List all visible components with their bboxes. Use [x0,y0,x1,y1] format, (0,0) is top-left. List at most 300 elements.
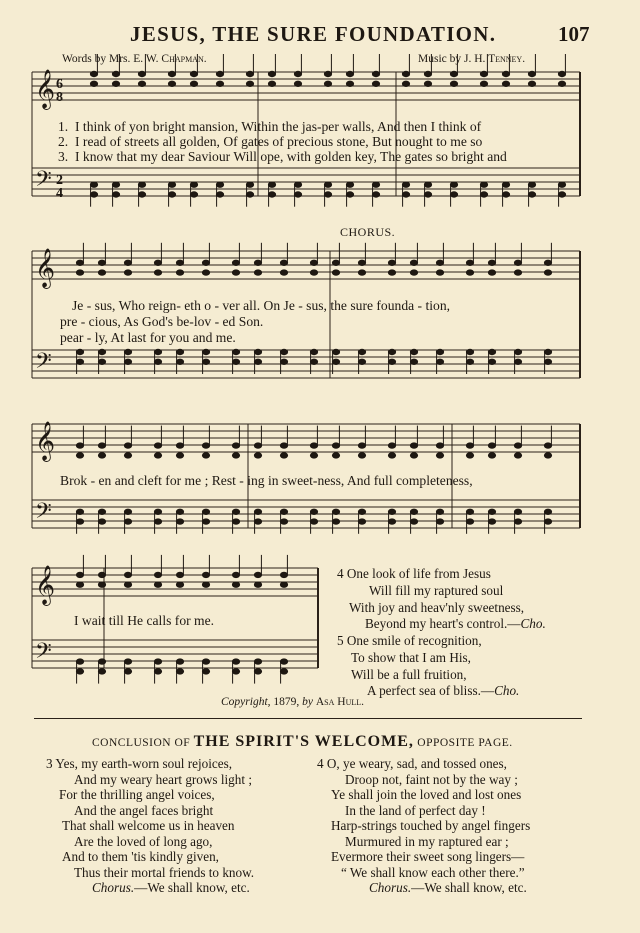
page-number: 107 [558,22,590,46]
verse-3-line [58,149,507,165]
notehead [76,443,83,448]
notehead [254,270,261,275]
notehead [388,453,395,458]
notehead [388,359,395,364]
verse-2-number: 2. [58,134,69,149]
notehead [502,71,509,76]
notehead [232,270,239,275]
notehead [450,182,457,187]
notehead [558,81,565,86]
notehead [280,270,287,275]
notehead [402,81,409,86]
stanza-5-line-1: One smile of recognition, [346,633,482,648]
notehead [332,260,339,265]
bottom-stanza-4-line-1: O, ye weary, sad, and tossed ones, [326,756,507,771]
notehead [154,359,161,364]
notehead [358,443,365,448]
notehead [112,81,119,86]
bottom-stanza-3-line-6: Are the loved of long ago, [74,833,213,849]
notehead [544,443,551,448]
notehead [514,453,521,458]
notehead [528,71,535,76]
notehead [202,519,209,524]
notehead [450,192,457,197]
verse-3-text: I know that my dear Saviour Will ope, with golden key, The gates so bright and [75,149,507,164]
notehead [514,349,521,354]
notehead [480,71,487,76]
verse-2-text: I read of streets all golden, Of gates of precious stone, But nought to me so [75,134,483,149]
notehead [202,453,209,458]
notehead [544,260,551,265]
notehead [124,509,131,514]
notehead [280,443,287,448]
notehead [514,519,521,524]
bottom-stanza-3-chorus-rest: —We shall know, etc. [134,880,250,895]
notehead [202,659,209,664]
notehead [154,509,161,514]
system2-lyric-2: pre - cious, As God's be-lov - ed Son. [60,314,264,329]
notehead [388,349,395,354]
time-signature-digit: 4 [56,186,63,201]
notehead [76,260,83,265]
verse-1-text: I think of yon bright mansion, Within the jas-per walls, And then I think of [75,119,482,134]
section-divider [34,718,582,719]
bottom-stanza-4-line-7: Evermore their sweet song lingers— [331,849,525,864]
notehead [466,359,473,364]
notehead [410,443,417,448]
notehead [388,519,395,524]
notehead [176,659,183,664]
bottom-stanza-4-chorus-rest: —We shall know, etc. [411,880,527,895]
notehead [124,659,131,664]
notehead [294,71,301,76]
bottom-stanza-4 [317,756,530,896]
notehead [112,182,119,187]
notehead [558,192,565,197]
notehead [176,443,183,448]
notehead [154,453,161,458]
notehead [280,669,287,674]
notehead [388,509,395,514]
notehead [436,519,443,524]
notehead [76,582,83,587]
notehead [358,349,365,354]
notehead [232,443,239,448]
notehead [466,443,473,448]
notehead [544,509,551,514]
notehead [138,182,145,187]
notehead [168,192,175,197]
notehead [324,182,331,187]
notehead [98,659,105,664]
bottom-stanza-3-line-2: And my weary heart grows light ; [74,771,252,787]
stanza-5 [337,633,519,700]
bottom-stanza-3 [46,756,254,896]
notehead [280,509,287,514]
notehead [294,192,301,197]
notehead [232,519,239,524]
notehead [280,582,287,587]
notehead [488,359,495,364]
notehead [176,453,183,458]
notehead [280,260,287,265]
notehead [280,572,287,577]
notehead [544,519,551,524]
notehead [202,582,209,587]
notehead [324,71,331,76]
notehead [124,443,131,448]
notehead [310,260,317,265]
verse-1-number: 1. [58,119,69,134]
notehead [332,359,339,364]
notehead [232,659,239,664]
notehead [410,509,417,514]
notehead [202,509,209,514]
notehead [410,270,417,275]
notehead [268,71,275,76]
notehead [246,81,253,86]
notehead [154,349,161,354]
music-credit-prefix: Music by [418,53,462,65]
notehead [480,81,487,86]
notehead [202,349,209,354]
notehead [98,349,105,354]
treble-clef-icon: 𝄞 [35,565,56,605]
notehead [216,182,223,187]
bottom-stanza-3-line-4: And the angel faces bright [74,802,214,818]
notehead [232,582,239,587]
notehead [98,509,105,514]
notehead [124,669,131,674]
stanza-4-number: 4 [337,566,344,581]
words-credit-author: E. W. Chapman. [133,53,207,65]
notehead [176,519,183,524]
bottom-stanza-3-line-8: Thus their mortal friends to know. [74,864,255,880]
bottom-stanza-4-number: 4 [317,756,324,771]
bottom-stanza-4-line-6: Murmured in my raptured ear ; [345,833,509,849]
notehead [488,260,495,265]
system2-lyric-1: Je - sus, Who reign- eth o - ver all. On Je - sus, the sure founda - tion, [72,298,451,313]
notehead [254,572,261,577]
notehead [514,509,521,514]
notehead [332,509,339,514]
notehead [332,270,339,275]
copyright-by: by [302,696,313,708]
notehead [76,659,83,664]
notehead [410,359,417,364]
notehead [202,359,209,364]
notehead [346,81,353,86]
notehead [168,182,175,187]
notehead [466,519,473,524]
notehead [176,572,183,577]
notehead [202,443,209,448]
treble-clef-icon: 𝄞 [35,69,56,109]
notehead [112,192,119,197]
notehead [154,443,161,448]
stanza-5-line-2: To show that I am His, [351,649,471,665]
notehead [358,260,365,265]
notehead [488,443,495,448]
conclusion-pre: CONCLUSION OF [92,737,191,749]
notehead [216,192,223,197]
notehead [76,669,83,674]
notehead [310,519,317,524]
notehead [138,192,145,197]
notehead [410,349,417,354]
notehead [124,260,131,265]
notehead [466,509,473,514]
notehead [154,659,161,664]
notehead [502,182,509,187]
notehead [372,71,379,76]
notehead [544,359,551,364]
notehead [98,669,105,674]
notehead [124,582,131,587]
notehead [254,349,261,354]
notehead [216,81,223,86]
notehead [232,349,239,354]
notehead [124,359,131,364]
notehead [90,192,97,197]
notehead [112,71,119,76]
notehead [294,182,301,187]
bottom-stanza-4-line-5: Harp-strings touched by angel fingers [331,818,531,833]
notehead [332,443,339,448]
notehead [154,260,161,265]
notehead [310,349,317,354]
notehead [310,443,317,448]
notehead [124,453,131,458]
bottom-stanza-3-number: 3 [46,756,53,771]
notehead [176,669,183,674]
notehead [154,519,161,524]
notehead [558,71,565,76]
notehead [124,519,131,524]
notehead [466,270,473,275]
notehead [388,270,395,275]
bottom-stanza-4-line-8: “ We shall know each other there.” [341,864,525,880]
notehead [124,572,131,577]
notehead [268,182,275,187]
notehead [232,453,239,458]
notehead [488,453,495,458]
music-credit-composer: J. H. Tenney. [464,53,526,65]
notehead [190,182,197,187]
system2-lyric-3: pear - ly, At last for you and me. [60,330,236,345]
notehead [436,349,443,354]
notehead [98,359,105,364]
notehead [436,443,443,448]
notehead [168,81,175,86]
notehead [514,270,521,275]
verse-3-number: 3. [58,149,69,164]
bass-clef-icon: 𝄢 [35,639,52,669]
bass-clef-icon: 𝄢 [35,349,52,379]
notehead [332,349,339,354]
notehead [202,572,209,577]
notehead [76,509,83,514]
notehead [246,71,253,76]
notehead [124,349,131,354]
notehead [232,572,239,577]
notehead [232,509,239,514]
notehead [176,359,183,364]
notehead [424,192,431,197]
notehead [294,81,301,86]
notehead [190,192,197,197]
notehead [124,270,131,275]
notehead [436,260,443,265]
notehead [488,509,495,514]
notehead [254,260,261,265]
time-signature-digit: 6 [56,77,63,92]
notehead [544,349,551,354]
notehead [358,359,365,364]
notehead [254,582,261,587]
stanza-4-line-4: Beyond my heart's control.— [365,616,521,632]
notehead [254,443,261,448]
notehead [372,182,379,187]
notehead [176,260,183,265]
notehead [98,260,105,265]
notehead [514,260,521,265]
copyright-year: 1879, [273,696,300,708]
notehead [436,509,443,514]
stanza-4-line-2: Will fill my raptured soul [369,582,504,598]
notehead [528,182,535,187]
notehead [138,81,145,86]
notehead [358,270,365,275]
notehead [346,192,353,197]
stanza-5-chorus-ref: Cho. [494,683,520,699]
bottom-stanza-3-line-5: That shall welcome us in heaven [62,818,235,833]
notehead [324,192,331,197]
notehead [254,509,261,514]
notehead [232,669,239,674]
notehead [254,453,261,458]
notehead [528,192,535,197]
notehead [154,572,161,577]
notehead [98,572,105,577]
notehead [76,349,83,354]
notehead [138,71,145,76]
notehead [168,71,175,76]
bottom-stanza-4-line-2: Droop not, faint not by the way ; [345,771,518,787]
notehead [502,192,509,197]
bottom-stanza-3-line-7: And to them 'tis kindly given, [62,849,219,864]
notehead [202,270,209,275]
time-signature-digit: 8 [56,90,63,105]
notehead [176,349,183,354]
notehead [98,582,105,587]
notehead [346,182,353,187]
notehead [514,443,521,448]
notehead [154,270,161,275]
notehead [246,182,253,187]
notehead [310,453,317,458]
words-credit-prefix: Words by Mrs. [62,53,131,65]
notehead [410,260,417,265]
chorus-label: CHORUS. [340,225,396,239]
notehead [76,572,83,577]
notehead [280,359,287,364]
notehead [190,71,197,76]
notehead [310,359,317,364]
notehead [466,349,473,354]
bass-clef-icon: 𝄢 [35,167,52,197]
copyright-prefix: Copyright, [221,696,271,708]
notehead [280,453,287,458]
stanza-4-line-3: With joy and heav'nly sweetness, [349,599,525,615]
notehead [450,81,457,86]
notehead [436,453,443,458]
notehead [90,81,97,86]
notehead [388,443,395,448]
bottom-stanza-3-chorus-word: Chorus. [92,880,135,895]
treble-clef-icon: 𝄞 [35,248,56,288]
bass-clef-icon: 𝄢 [35,499,52,529]
notehead [402,71,409,76]
notehead [98,519,105,524]
verse-1-line [58,119,481,135]
notehead [190,81,197,86]
notehead [324,81,331,86]
notehead [466,453,473,458]
system3-lyric: Brok - en and cleft for me ; Rest - ing in sweet-ness, And full completeness, [60,473,473,488]
notehead [232,359,239,364]
notehead [466,260,473,265]
notehead [544,453,551,458]
notehead [358,453,365,458]
notehead [488,349,495,354]
notehead [254,659,261,664]
conclusion-heading [92,733,513,751]
copyright-holder: Asa Hull. [315,696,365,708]
notehead [372,192,379,197]
notehead [90,71,97,76]
stanza-5-line-4: A perfect sea of bliss.— [367,683,495,699]
notehead [202,669,209,674]
notehead [76,453,83,458]
notehead [280,349,287,354]
notehead [280,519,287,524]
notehead [76,270,83,275]
stanza-4-chorus-ref: Cho. [520,616,546,632]
notehead [216,71,223,76]
notehead [424,182,431,187]
notehead [332,453,339,458]
notehead [358,519,365,524]
bottom-stanza-4-line-3: Ye shall join the loved and lost ones [331,787,522,802]
notehead [480,182,487,187]
notehead [544,270,551,275]
notehead [402,192,409,197]
notehead [254,519,261,524]
notehead [90,182,97,187]
notehead [176,582,183,587]
notehead [268,81,275,86]
notehead [154,582,161,587]
treble-clef-icon: 𝄞 [35,421,56,461]
notehead [450,71,457,76]
notehead [232,260,239,265]
bottom-stanza-3-line-3: For the thrilling angel voices, [59,787,215,802]
stanza-5-line-3: Will be a full fruition, [351,666,467,682]
notehead [410,519,417,524]
stanza-4 [337,566,546,633]
notehead [424,81,431,86]
